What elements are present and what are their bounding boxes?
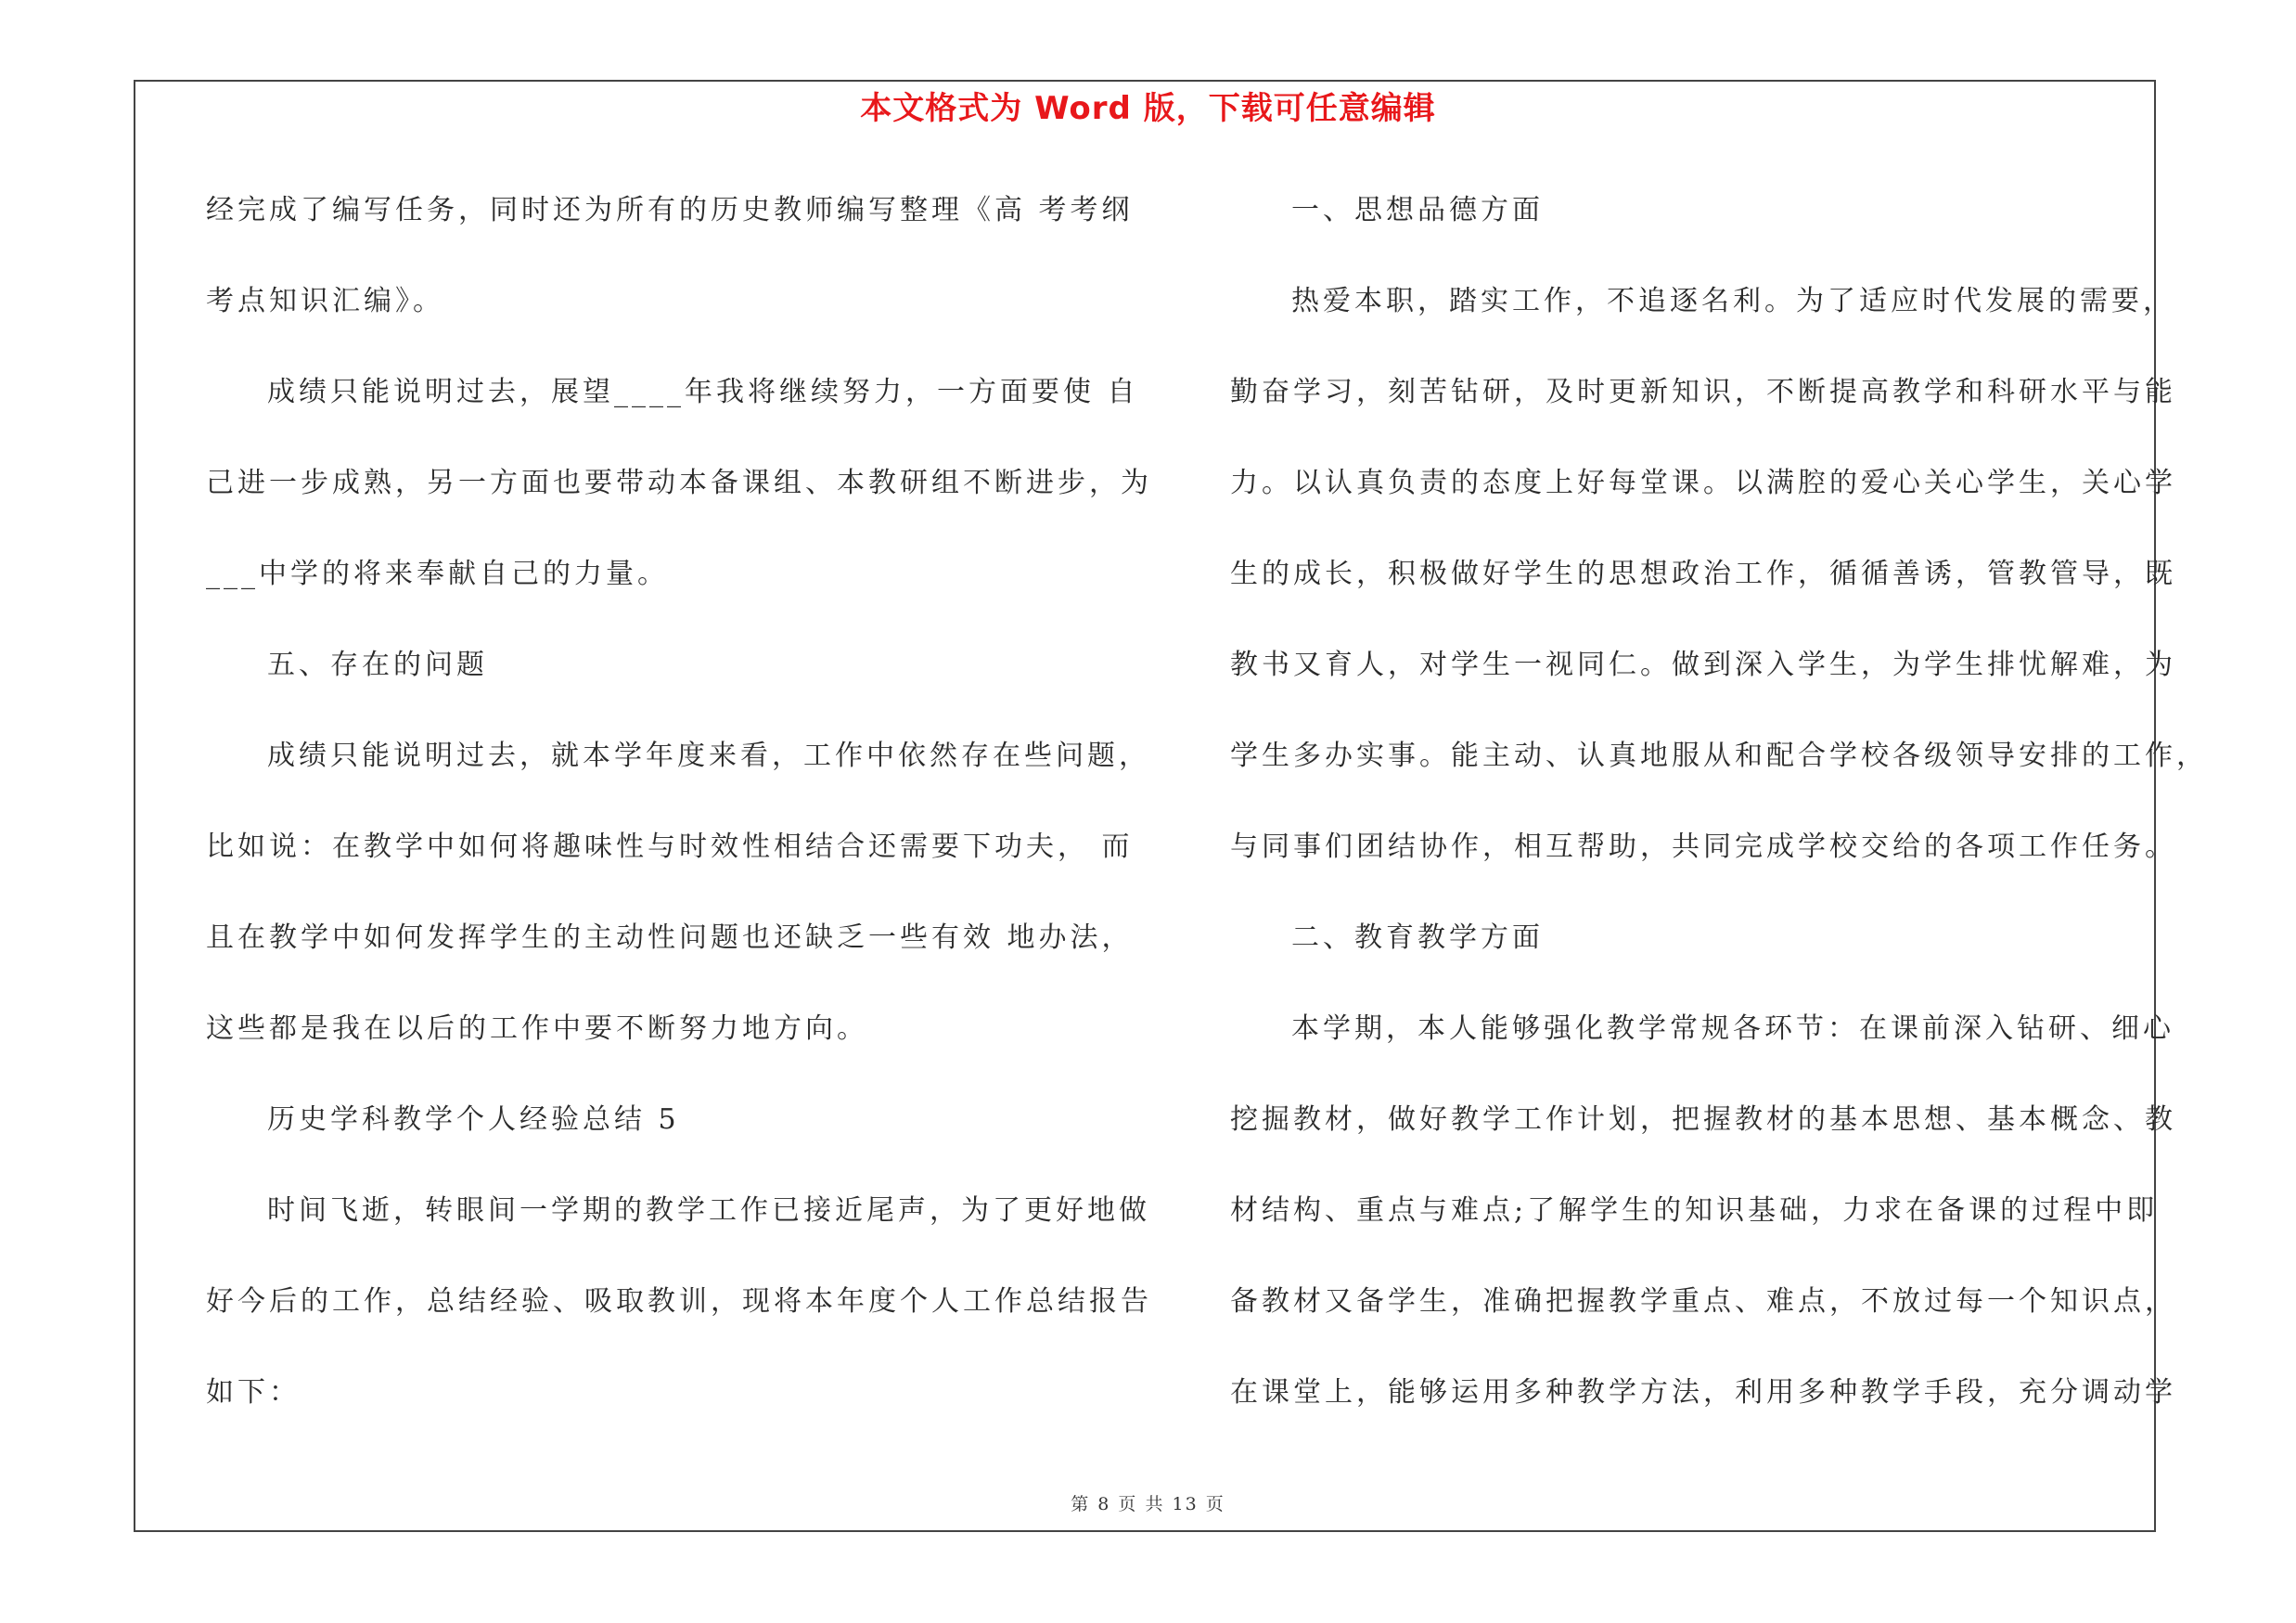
section-heading-problems: 五、存在的问题 bbox=[267, 649, 488, 681]
right-line-11: 挖掘教材，做好教学工作计划，把握教材的基本思想、基本概念、教 bbox=[1230, 1103, 2176, 1136]
section-heading-morality: 一、思想品德方面 bbox=[1291, 194, 1544, 226]
left-line-1: 经完成了编写任务，同时还为所有的历史教师编写整理《高 考考纲 bbox=[206, 194, 1134, 226]
left-line-5: ___中学的将来奉献自己的力量。 bbox=[206, 558, 669, 590]
right-line-6: 教书又育人，对学生一视同仁。做到深入学生，为学生排忧解难，为 bbox=[1230, 649, 2176, 681]
right-line-8: 与同事们团结协作，相互帮助，共同完成学校交给的各项工作任务。 bbox=[1230, 831, 2176, 863]
left-line-14: 如下： bbox=[206, 1376, 301, 1409]
right-column bbox=[1230, 182, 2208, 1455]
left-line-7: 成绩只能说明过去，就本学年度来看，工作中依然存在些问题， bbox=[267, 740, 1150, 772]
right-line-7: 学生多办实事。能主动、认真地服从和配合学校各级领导安排的工作， bbox=[1230, 740, 2208, 772]
section-heading-teaching: 二、教育教学方面 bbox=[1291, 921, 1544, 954]
left-line-13: 好今后的工作，总结经验、吸取教训，现将本年度个人工作总结报告 bbox=[206, 1285, 1152, 1318]
left-line-12: 时间飞逝，转眼间一学期的教学工作已接近尾声，为了更好地做 bbox=[267, 1194, 1150, 1227]
right-line-2: 热爱本职，踏实工作，不追逐名利。为了适应时代发展的需要， bbox=[1291, 285, 2174, 317]
right-line-3: 勤奋学习，刻苦钻研，及时更新知识，不断提高教学和科研水平与能 bbox=[1230, 376, 2176, 408]
article-title: 历史学科教学个人经验总结 5 bbox=[267, 1103, 680, 1136]
left-line-3: 成绩只能说明过去，展望____年我将继续努力，一方面要使 自 bbox=[267, 376, 1139, 408]
right-line-12: 材结构、重点与难点;了解学生的知识基础，力求在备课的过程中即 bbox=[1230, 1194, 2159, 1227]
right-line-4: 力。以认真负责的态度上好每堂课。以满腔的爱心关心学生，关心学 bbox=[1230, 467, 2176, 499]
header-banner: 本文格式为 Word 版，下载可任意编辑 bbox=[860, 90, 1436, 127]
right-line-13: 备教材又备学生，准确把握教学重点、难点，不放过每一个知识点， bbox=[1230, 1285, 2176, 1318]
left-line-10: 这些都是我在以后的工作中要不断努力地方向。 bbox=[206, 1012, 868, 1045]
right-line-14: 在课堂上，能够运用多种教学方法，利用多种教学手段，充分调动学 bbox=[1230, 1376, 2176, 1409]
page-number: 第 8 页 共 13 页 bbox=[1071, 1494, 1225, 1514]
left-line-8: 比如说：在教学中如何将趣味性与时效性相结合还需要下功夫， 而 bbox=[206, 831, 1134, 863]
left-line-2: 考点知识汇编》。 bbox=[206, 285, 444, 317]
left-line-9: 且在教学中如何发挥学生的主动性问题也还缺乏一些有效 地办法， bbox=[206, 921, 1134, 954]
right-line-10: 本学期，本人能够强化教学常规各环节：在课前深入钻研、细心 bbox=[1291, 1012, 2174, 1045]
right-line-5: 生的成长，积极做好学生的思想政治工作，循循善诱，管教管导，既 bbox=[1230, 558, 2176, 590]
left-column bbox=[206, 182, 1152, 1455]
left-line-4: 己进一步成熟，另一方面也要带动本备课组、本教研组不断进步，为 bbox=[206, 467, 1152, 499]
